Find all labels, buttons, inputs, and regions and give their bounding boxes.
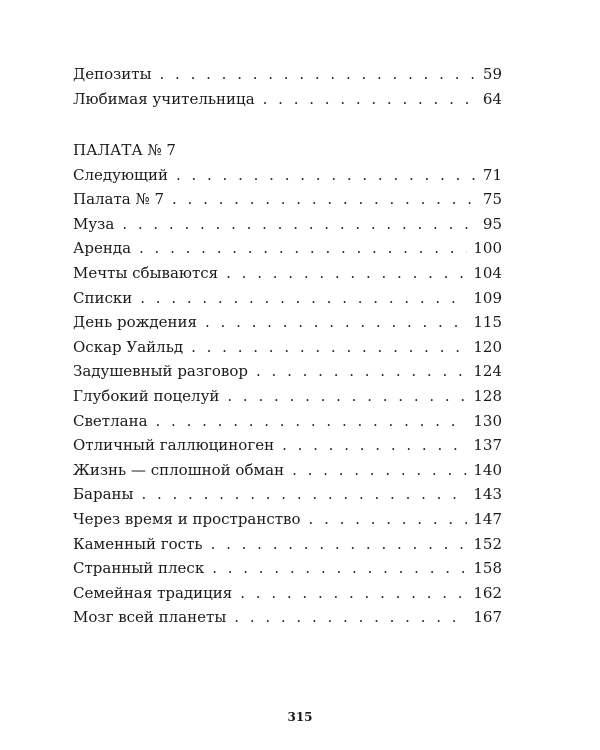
toc-entry-page: 115 <box>473 313 502 332</box>
toc-entry-title: Муза <box>73 214 115 233</box>
toc-leader-dots <box>122 212 477 237</box>
toc-section <box>73 138 502 630</box>
toc-entry <box>73 187 502 212</box>
toc-entry-page: 140 <box>473 460 502 479</box>
toc-entry <box>73 359 502 384</box>
toc-entry-page: 147 <box>473 509 502 528</box>
toc-entry <box>73 212 502 237</box>
toc-leader-dots <box>309 507 468 532</box>
toc-entry-title: Странный плеск <box>73 559 205 578</box>
toc-leader-dots <box>282 433 467 458</box>
toc-entry-title: Глубокий поцелуй <box>73 386 220 405</box>
toc-entry-title: Светлана <box>73 411 148 430</box>
toc-entry <box>73 87 502 112</box>
toc-entry-page: 137 <box>473 436 502 455</box>
toc-leader-dots <box>256 359 467 384</box>
toc-entry-page: 124 <box>473 362 502 381</box>
toc-entry-title: Мозг всей планеты <box>73 608 227 627</box>
toc-section-heading: ПАЛАТА № 7 <box>73 141 176 159</box>
toc-leader-dots <box>176 163 477 188</box>
toc-entry-title: Аренда <box>73 239 132 258</box>
toc-entry-page: 104 <box>473 263 502 282</box>
toc-entry-title: Мечты сбываются <box>73 263 219 282</box>
toc-entry <box>73 605 502 630</box>
toc-entry <box>73 384 502 409</box>
toc-entry <box>73 335 502 360</box>
toc-entry-title: Каменный гость <box>73 534 203 553</box>
toc-entry <box>73 556 502 581</box>
toc-leader-dots <box>292 458 467 483</box>
toc-entry-title: Бараны <box>73 485 134 504</box>
toc-entry-title: Палата № 7 <box>73 190 165 209</box>
toc-entry <box>73 581 502 606</box>
toc-entry-page: 130 <box>473 411 502 430</box>
toc-top-list <box>73 62 502 111</box>
toc-entry-page: 64 <box>482 89 502 108</box>
toc-entry-title: Списки <box>73 288 133 307</box>
toc-leader-dots <box>156 409 468 434</box>
toc-leader-dots <box>191 335 467 360</box>
toc-entry-page: 120 <box>473 337 502 356</box>
toc-entry <box>73 458 502 483</box>
toc-entry <box>73 482 502 507</box>
toc-entry <box>73 310 502 335</box>
toc-entry <box>73 62 502 87</box>
toc-entry-title: Задушевный разговор <box>73 362 249 381</box>
toc-entry-title: Депозиты <box>73 65 152 83</box>
toc-entry <box>73 507 502 532</box>
toc-leader-dots <box>227 384 467 409</box>
toc-entry-page: 109 <box>473 288 502 307</box>
toc-entry <box>73 163 502 188</box>
toc-leader-dots <box>226 261 467 286</box>
toc-entry-title: Отличный галлюциноген <box>73 436 275 455</box>
toc-entry-page: 75 <box>482 190 502 209</box>
toc-entry-page: 167 <box>473 608 502 627</box>
toc-entry-title: Семейная традиция <box>73 583 233 602</box>
toc-entry-title: Следующий <box>73 165 168 184</box>
toc-leader-dots <box>211 532 468 557</box>
toc-leader-dots <box>205 310 467 335</box>
toc-entry-page: 59 <box>482 65 502 83</box>
toc-entry <box>73 236 502 261</box>
toc-entry-page: 71 <box>482 165 502 184</box>
toc-entry-title: Оскар Уайльд <box>73 337 184 356</box>
toc-entry <box>73 261 502 286</box>
toc-entry-page: 100 <box>473 239 502 258</box>
toc-leader-dots <box>212 556 467 581</box>
toc-leader-dots <box>172 187 477 212</box>
toc-entry-title: Жизнь — сплошной обман <box>73 460 285 479</box>
toc-entry-page: 158 <box>473 559 502 578</box>
page-number: 315 <box>287 710 313 724</box>
toc-entry-page: 128 <box>473 386 502 405</box>
toc-entry-title: День рождения <box>73 313 198 332</box>
toc-leader-dots <box>240 581 467 606</box>
toc-leader-dots <box>140 286 467 311</box>
toc-entry-page: 95 <box>482 214 502 233</box>
toc-entry-title: Через время и пространство <box>73 509 301 528</box>
toc-leader-dots <box>160 62 477 87</box>
toc-entry-title: Любимая учительница <box>73 89 255 108</box>
toc-entry <box>73 532 502 557</box>
toc-entry <box>73 433 502 458</box>
toc-leader-dots <box>139 236 467 261</box>
toc-leader-dots <box>141 482 467 507</box>
toc-entry-page: 143 <box>473 485 502 504</box>
toc-entry-page: 152 <box>473 534 502 553</box>
toc-entry <box>73 409 502 434</box>
toc-entry <box>73 286 502 311</box>
toc-entry-page: 162 <box>473 583 502 602</box>
toc-leader-dots <box>234 605 467 630</box>
toc-leader-dots <box>263 87 477 112</box>
